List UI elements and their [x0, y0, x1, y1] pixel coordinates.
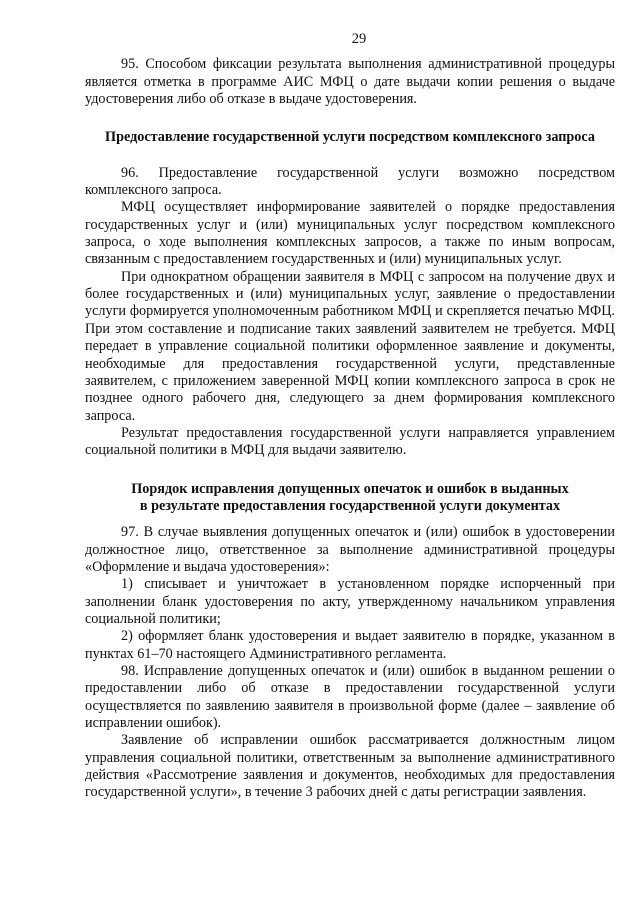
paragraph-96-mfc-informing: МФЦ осуществляет информирование заявителей о порядке предоставления государственных услуг и (или) муниципальных услуг посредством комплексного запроса, о ходе выполнения комплексных запросов, а также по иным вопросам, связанным с предоставлением государственных и (или) муниципальных услуг.: [85, 199, 615, 268]
paragraph-96-single-request: При однократном обращении заявителя в МФЦ с запросом на получение двух и более государственных и (или) муниципальных услуг, заявление о предоставлении услуги формируется уполномоченным работником МФЦ и скрепляется печатью МФЦ. При этом составление и подписание таких заявлений заявителем не требуется. МФЦ передает в управление социальной политики оформленное заявление и документы, необходимые для предоставления государственной услуги, представленные заявителем, с приложением заверенной МФЦ копии комплексного запроса в срок не позднее одного рабочего дня, следующего за днем формирования комплексного запроса.: [85, 268, 615, 424]
page-number: 29: [351, 31, 367, 47]
paragraph-96-result: Результат предоставления государственной услуги направляется управлением социальной политики в МФЦ для выдачи заявителю.: [85, 424, 615, 459]
section-heading-error-correction-line-2: в результате предоставления государственной услуги документах: [139, 497, 561, 514]
paragraph-98: 98. Исправление допущенных опечаток и (или) ошибок в выданном решении о предоставлении либо об отказе в предоставлении государственной услуги осуществляется по заявлению заявителя в произвольной форме (далее – заявление об исправлении ошибок).: [85, 663, 615, 732]
paragraph-98-review: Заявление об исправлении ошибок рассматривается должностным лицом управления социальной политики, ответственным за выполнение административного действия «Рассмотрение заявления и документов, необходимых для предоставления государственной услуги», в течение 3 рабочих дней с даты регистрации заявления.: [85, 732, 615, 801]
paragraph-95: 95. Способом фиксации результата выполнения административной процедуры является отметка в программе АИС МФЦ о дате выдачи копии решения о выдаче удостоверения либо об отказе в выдаче удостоверения.: [85, 56, 615, 108]
section-heading-complex-request: Предоставление государственной услуги посредством комплексного запроса: [105, 129, 595, 146]
paragraph-96: 96. Предоставление государственной услуги возможно посредством комплексного запроса.: [85, 164, 615, 199]
section-heading-error-correction-line-1: Порядок исправления допущенных опечаток и ошибок в выданных: [131, 480, 569, 497]
paragraph-97-item-2: 2) оформляет бланк удостоверения и выдает заявителю в порядке, указанном в пунктах 61–70 настоящего Административного регламента.: [85, 628, 615, 662]
paragraph-97: 97. В случае выявления допущенных опечаток и (или) ошибок в удостоверении должностное лицо, ответственное за выполнение административной процедуры «Оформление и выдача удостоверения»:: [85, 524, 615, 575]
paragraph-97-item-1: 1) списывает и уничтожает в установленном порядке испорченный при заполнении бланк удостоверения по акту, утвержденному начальником управления социальной политики;: [85, 576, 615, 627]
section-heading-error-correction: [85, 481, 615, 516]
